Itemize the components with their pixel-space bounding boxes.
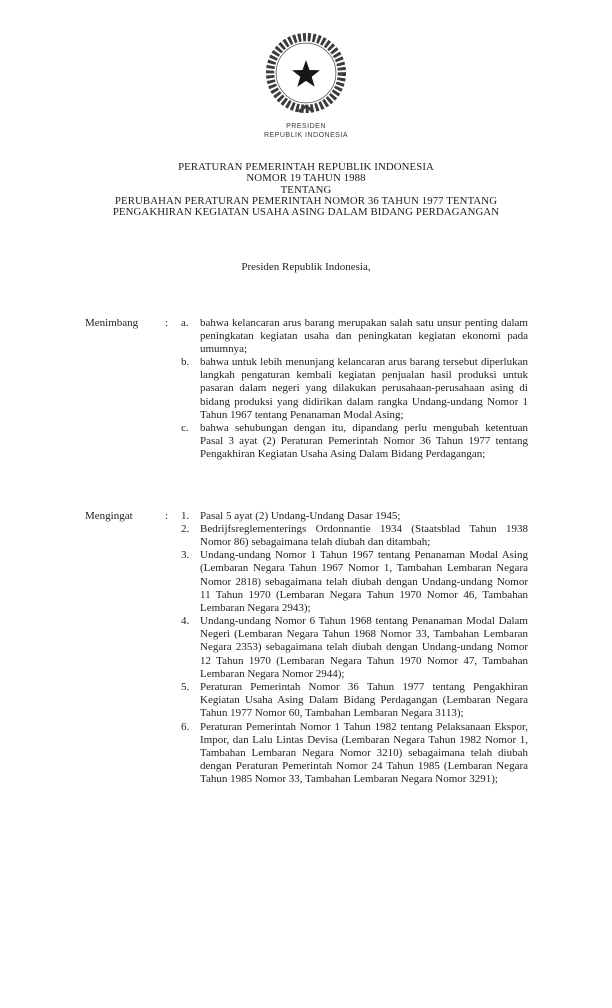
section-mengingat (0, 510, 612, 787)
item-text: Peraturan Pemerintah Nomor 36 Tahun 1977 tentang Pengakhiran Kegiatan Usaha Asing Dalam Bidang Perdagangan (Lembaran Negara Tahun 1977 Nomor 60, Tambahan Lembaran Negara 3113); (200, 681, 528, 720)
mengingat-colon: : (165, 509, 169, 522)
item-text: Undang-undang Nomor 6 Tahun 1968 tentang Penanaman Modal Dalam Negeri (Lembaran Negara Tahun 1968 Nomor 33, Tambahan Lembaran Negara 2353) sebagaimana telah diubah dengan Undang-undang Nomor 12 Tahun 1970 (Lembaran Negara Tahun 1970 Nomor 47, Tambahan Lembaran Negara Nomor 2944); (200, 615, 528, 680)
mengingat-item-3 (181, 549, 528, 615)
menimbang-item-a (181, 317, 528, 357)
item-marker: 1. (181, 509, 190, 522)
menimbang-label: Menimbang (85, 316, 139, 329)
item-text: bahwa untuk lebih menunjang kelancaran arus barang tersebut diperlukan langkah pengaturan kembali kegiatan penjualan hasil produksi untuk pasaran dalam negeri yang dilakukan perusahaan-perusahaan asing di bidang produksi yang didirikan dalam rangka Undang-undang Nomor 1 Tahun 1967 tentang Penanaman Modal Asing; (200, 356, 528, 421)
mengingat-item-4 (181, 615, 528, 681)
document-title (0, 162, 612, 219)
menimbang-items (181, 317, 528, 462)
menimbang-item-c (181, 422, 528, 462)
mengingat-item-6 (181, 721, 528, 787)
section-menimbang (0, 317, 612, 462)
item-marker: 3. (181, 549, 190, 562)
item-text: Bedrijfsreglementerings Ordonnantie 1934 (Staatsblad Tahun 1938 Nomor 86) sebagaimana telah diubah dan ditambah; (200, 522, 528, 548)
salutation: Presiden Republik Indonesia, (241, 260, 371, 273)
mengingat-item-5 (181, 681, 528, 721)
item-marker: b. (181, 356, 190, 369)
menimbang-item-b (181, 356, 528, 422)
mengingat-items (181, 510, 528, 787)
item-marker: 6. (181, 720, 190, 733)
title-line-3: TENTANG (280, 183, 332, 196)
title-line-2: NOMOR 19 TAHUN 1988 (246, 172, 366, 185)
item-marker: 4. (181, 615, 190, 628)
mengingat-item-1 (181, 510, 528, 523)
item-text: bahwa kelancaran arus barang merupakan salah satu unsur penting dalam peningkatan kegiatan usaha dan peningkatan kegiatan ekonomi pada umumnya; (200, 316, 528, 355)
item-marker: c. (181, 422, 189, 435)
item-text: Undang-undang Nomor 1 Tahun 1967 tentang Penanaman Modal Asing (Lembaran Negara Tahun 1967 Nomor 1, Tambahan Lembaran Negara Nomor 2818) sebagaimana telah diubah dengan Undang-undang Nomor 11 Tahun 1970 (Lembaran Negara Tahun 1970 Nomor 46, Tambahan Lembaran Negara 2943); (200, 549, 528, 614)
letterhead (0, 0, 612, 141)
menimbang-colon: : (165, 316, 169, 329)
title-line-4: PERUBAHAN PERATURAN PEMERINTAH NOMOR 36 TAHUN 1977 TENTANG (114, 194, 498, 207)
item-marker: 5. (181, 681, 190, 694)
mengingat-item-2 (181, 523, 528, 549)
letterhead-line1: PRESIDEN (286, 123, 326, 130)
mengingat-label: Mengingat (85, 509, 133, 522)
title-line-5: PENGAKHIRAN KEGIATAN USAHA ASING DALAM BIDANG PERDAGANGAN (112, 206, 500, 219)
item-marker: a. (181, 316, 189, 329)
state-emblem-icon (260, 27, 352, 119)
item-text: Pasal 5 ayat (2) Undang-Undang Dasar 1945; (200, 509, 401, 522)
item-text: bahwa sehubungan dengan itu, dipandang perlu mengubah ketentuan Pasal 3 ayat (2) Peraturan Pemerintah Nomor 36 Tahun 1977 tentang Pengakhiran Kegiatan Usaha Asing Dalam Bidang Perdagangan; (200, 422, 528, 461)
letterhead-line2: REPUBLIK INDONESIA (263, 132, 349, 140)
item-marker: 2. (181, 522, 190, 535)
title-line-1: PERATURAN PEMERINTAH REPUBLIK INDONESIA (178, 160, 434, 173)
item-text: Peraturan Pemerintah Nomor 1 Tahun 1982 tentang Pelaksanaan Ekspor, Impor, dan Lalu Lintas Devisa (Lembaran Negara Tahun 1982 Nomor 1, Tambahan Lembaran Negara Nomor 3210) sebagaimana telah diubah dengan Peraturan Pemerintah Nomor 24 Tahun 1985 (Lembaran Negara Tahun 1985 Nomor 33, Tambahan Lembaran Negara Nomor 3291); (200, 720, 528, 786)
